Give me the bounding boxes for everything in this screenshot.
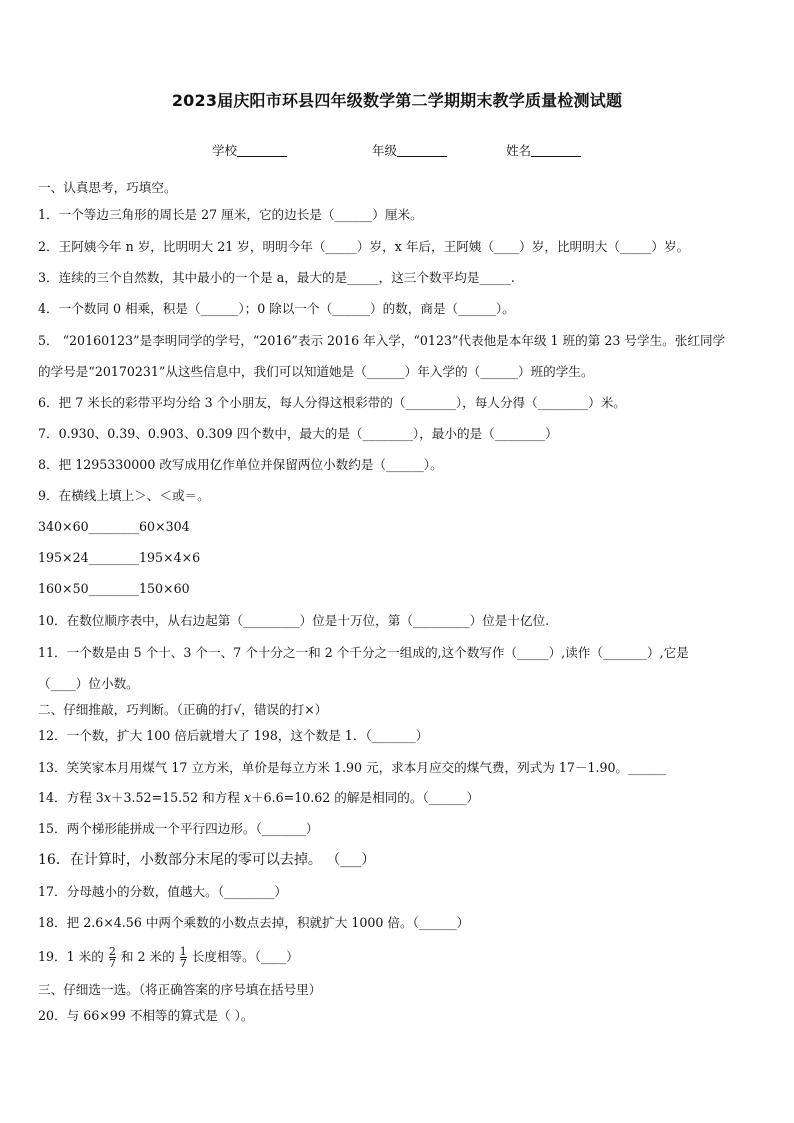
question-20: 20．与 66×99 不相等的算式是（ ）。 (38, 1008, 254, 1023)
question-6: 6．把 7 米长的彩带平均分给 3 个小朋友，每人分得这根彩带的（________），每人分得（________）米。 (38, 395, 626, 410)
question-8: 8．把 1295330000 改写成用亿作单位并保留两位小数约是（______）。 (38, 457, 443, 472)
question-16: 16．在计算时，小数部分末尾的零可以去掉。 （___） (38, 852, 376, 868)
q19-middle: 和 2 米的 (120, 949, 175, 964)
question-9-item-1: 340×60________60×304 (38, 519, 190, 534)
question-7: 7．0.930、0.39、0.903、0.309 四个数中，最大的是（________），最小的是（________） (38, 426, 558, 441)
section-3-heading: 三、仔细选一选。（将正确答案的序号填在括号里） (38, 982, 322, 997)
question-9-item-2: 195×24________195×4×6 (38, 550, 201, 565)
fraction-one-seventh (180, 946, 187, 969)
question-1: 1．一个等边三角形的周长是 27 厘米，它的边长是（______）厘米。 (38, 207, 423, 222)
name-label: 姓名 (506, 143, 532, 158)
question-18: 18．把 2.6×4.56 中两个乘数的小数点去掉，积就扩大 1000 倍。（______） (38, 915, 470, 930)
school-blank[interactable] (237, 144, 287, 157)
grade-label: 年级 (372, 143, 398, 158)
q19-suffix: 长度相等。（____） (191, 949, 299, 964)
question-15: 15．两个梯形能拼成一个平行四边形。（_______） (38, 821, 319, 836)
question-4: 4．一个数同 0 相乘，积是（______）；0 除以一个（______）的数，商是（______）。 (38, 301, 515, 316)
question-5-line-2: 的学号是“20170231”从这些信息中，我们可以知道她是（______）年入学的（______）班的学生。 (38, 364, 594, 379)
grade-field (372, 141, 447, 159)
question-2: 2．王阿姨今年 n 岁，比明明大 21 岁，明明今年（_____）岁，x 年后，王阿姨（____）岁，比明明大（_____）岁。 (38, 239, 690, 254)
section-1-heading: 一、认真思考，巧填空。 (38, 180, 177, 195)
school-field (212, 141, 287, 159)
question-11-line-1: 11．一个数是由 5 个十、3 个一、7 个十分之一和 2 个千分之一组成的,这个数写作（_____）,读作（_______）,它是 (38, 645, 689, 660)
name-field (506, 141, 581, 159)
question-9-item-3: 160×50________150×60 (38, 581, 190, 596)
fraction-denominator: 7 (108, 957, 116, 970)
question-14: 14．方程 3𝑥＋3.52=15.52 和方程 𝑥＋6.6=10.62 的解是相同的。（______） (38, 790, 480, 805)
question-17: 17．分母越小的分数，值越大。（________） (38, 884, 288, 899)
fraction-two-sevenths (109, 946, 116, 969)
question-11-line-2: （____）位小数。 (38, 676, 139, 691)
question-3: 3．连续的三个自然数，其中最小的一个是 a，最大的是_____，这三个数平均是_____. (38, 270, 515, 285)
fraction-denominator: 7 (179, 957, 187, 970)
page-title: 2023届庆阳市环县四年级数学第二学期期末教学质量检测试题 (171, 91, 623, 110)
fraction-numerator: 1 (179, 945, 187, 958)
school-label: 学校 (212, 143, 238, 158)
question-10: 10．在数位顺序表中，从右边起第（_________）位是十万位，第（_________）位是十亿位. (38, 613, 550, 628)
question-19 (38, 944, 758, 970)
name-blank[interactable] (531, 144, 581, 157)
question-12: 12．一个数，扩大 100 倍后就增大了 198，这个数是 1．（_______） (38, 728, 429, 743)
fraction-numerator: 2 (108, 945, 116, 958)
grade-blank[interactable] (397, 144, 447, 157)
question-13: 13．笑笑家本月用煤气 17 立方米，单价是每立方米 1.90 元，求本月应交的煤气费，列式为 17－1.90。______ (38, 760, 666, 775)
q19-prefix: 19．1 米的 (38, 949, 104, 964)
question-5-line-1: 5． “20160123”是李明同学的学号，“2016”表示 2016 年入学，“0123”代表他是本年级 1 班的第 23 号学生。张红同学 (38, 333, 726, 348)
question-9: 9．在横线上填上＞、＜或＝。 (38, 488, 210, 503)
section-2-heading: 二、仔细推敲，巧判断。（正确的打√，错误的打×） (38, 702, 328, 717)
